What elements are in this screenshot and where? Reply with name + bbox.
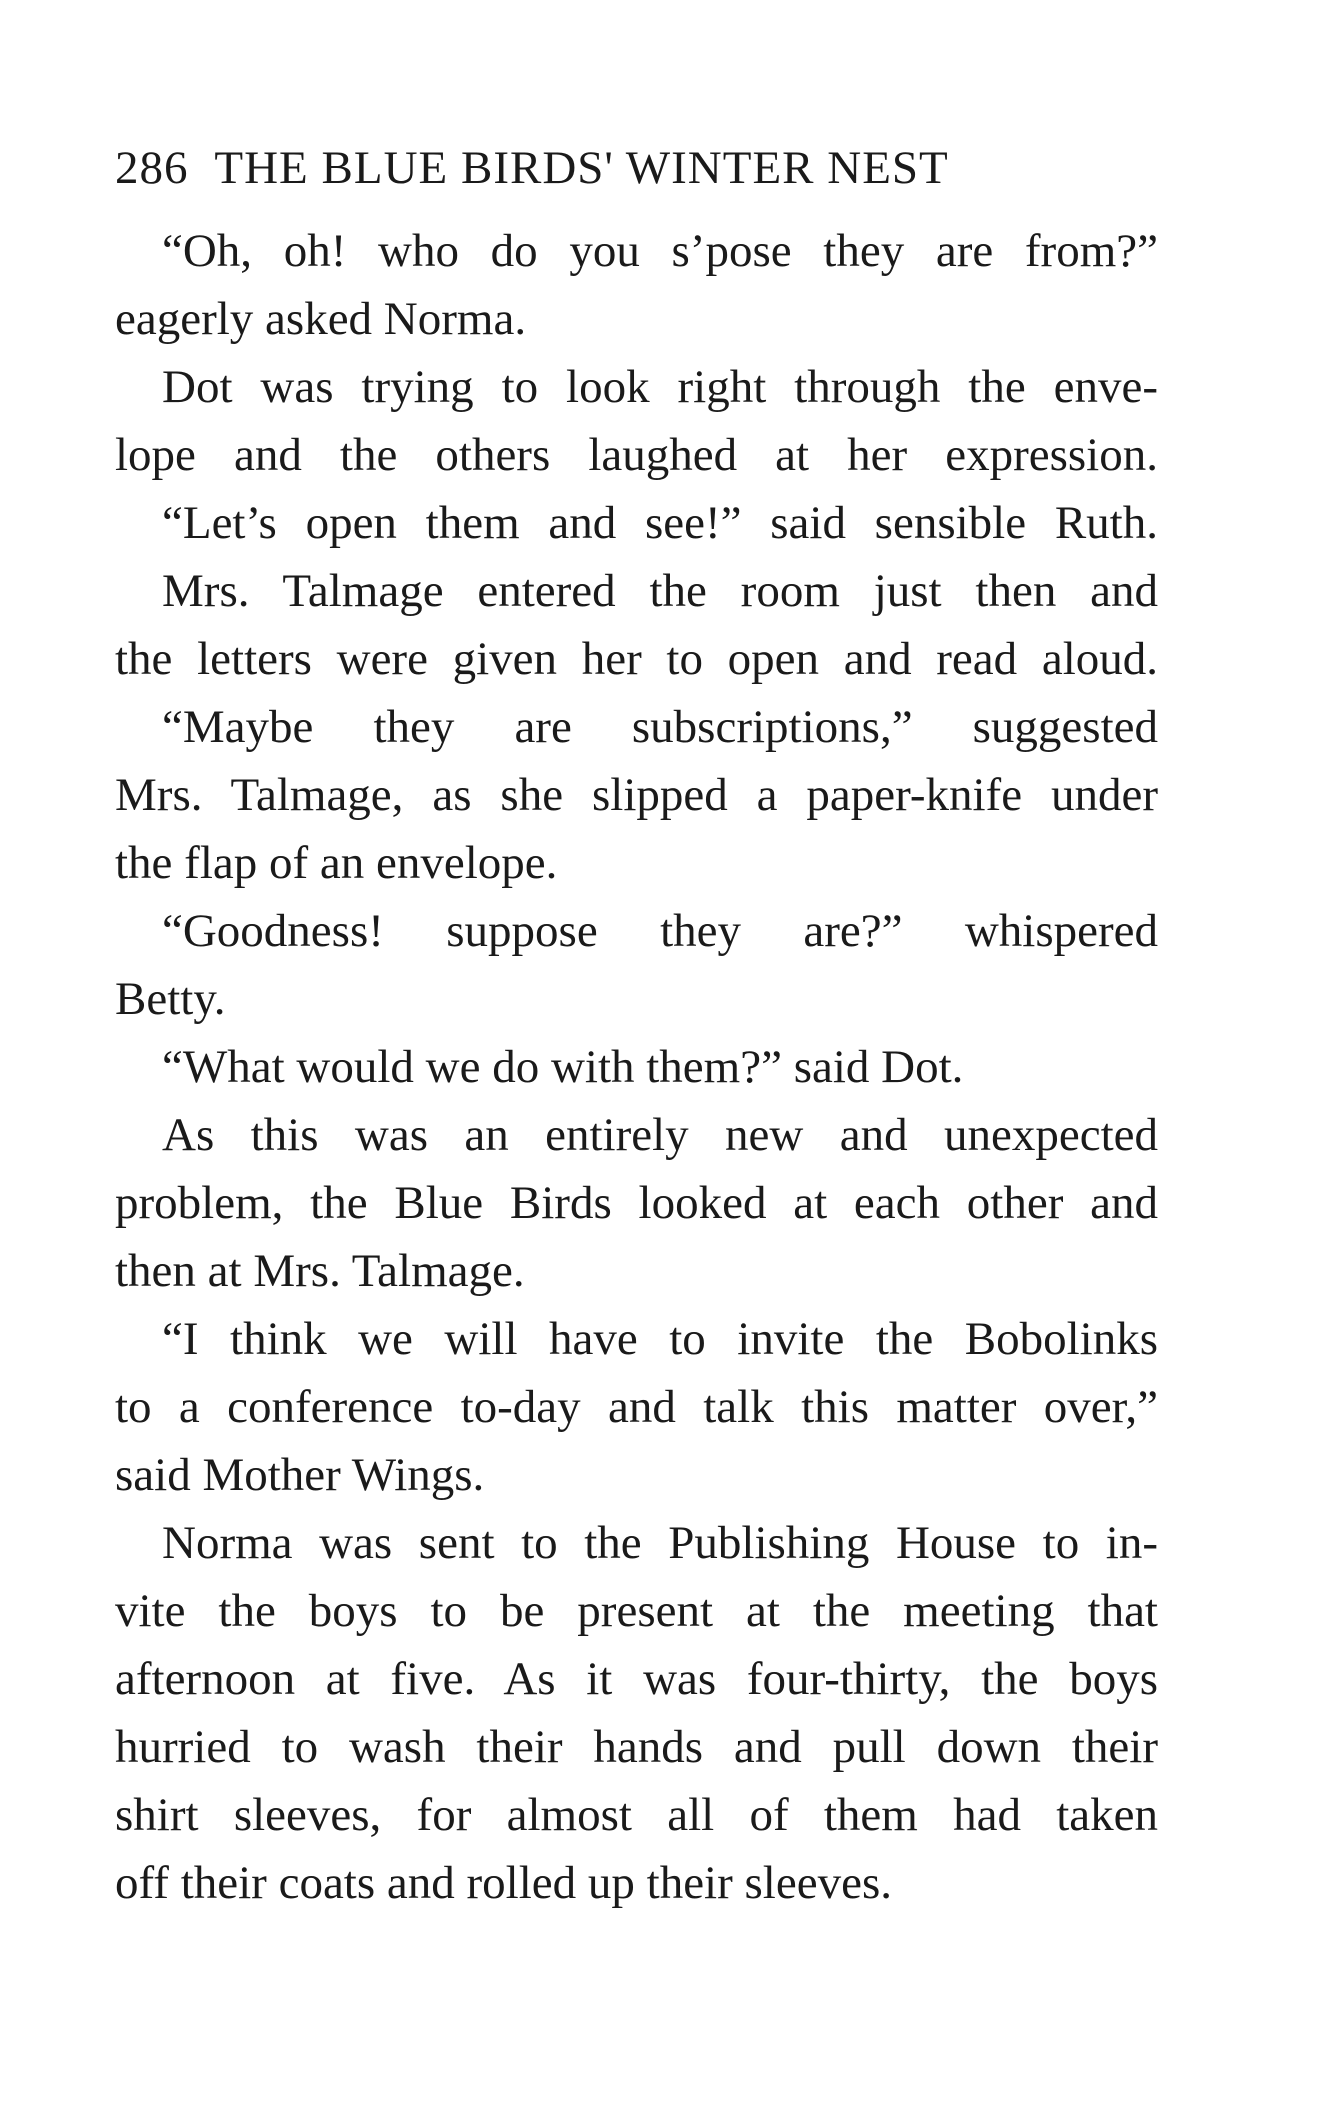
text-line: “Maybe they are subscriptions,” suggested: [162, 701, 1158, 753]
text-line: As this was an entirely new and unexpected: [162, 1109, 1158, 1161]
text-line: Mrs. Talmage entered the room just then and: [162, 565, 1158, 617]
text-line: off their coats and rolled up their sleeves.: [115, 1857, 892, 1909]
text-line: Dot was trying to look right through the enve-: [162, 361, 1158, 413]
running-header: [115, 128, 1115, 208]
text-line: eagerly asked Norma.: [115, 293, 527, 345]
text-line: the flap of an envelope.: [115, 837, 558, 889]
text-line: “Oh, oh! who do you s’pose they are from?”: [162, 225, 1158, 277]
text-line: Norma was sent to the Publishing House to in-: [162, 1517, 1158, 1569]
text-line: afternoon at five. As it was four-thirty, the boys: [115, 1653, 1158, 1705]
text-line: the letters were given her to open and read aloud.: [115, 633, 1158, 685]
text-line: then at Mrs. Talmage.: [115, 1245, 525, 1297]
page-number: 286: [115, 142, 189, 194]
text-line: Mrs. Talmage, as she slipped a paper-knife under: [115, 769, 1158, 821]
text-line: said Mother Wings.: [115, 1449, 485, 1501]
text-line: hurried to wash their hands and pull down their: [115, 1721, 1158, 1773]
text-line: “I think we will have to invite the Bobolinks: [162, 1313, 1158, 1365]
running-title: THE BLUE BIRDS' WINTER NEST: [214, 142, 949, 194]
text-line: lope and the others laughed at her expression.: [115, 429, 1158, 481]
text-line: “Goodness! suppose they are?” whispered: [162, 905, 1158, 957]
text-line: “Let’s open them and see!” said sensible Ruth.: [162, 497, 1158, 549]
text-line: vite the boys to be present at the meeting that: [115, 1585, 1158, 1637]
text-line: Betty.: [115, 973, 226, 1025]
text-line: “What would we do with them?” said Dot.: [162, 1041, 964, 1093]
text-line: shirt sleeves, for almost all of them had taken: [115, 1789, 1158, 1841]
text-line: problem, the Blue Birds looked at each other and: [115, 1177, 1158, 1229]
text-line: to a conference to-day and talk this matter over,”: [115, 1381, 1158, 1433]
